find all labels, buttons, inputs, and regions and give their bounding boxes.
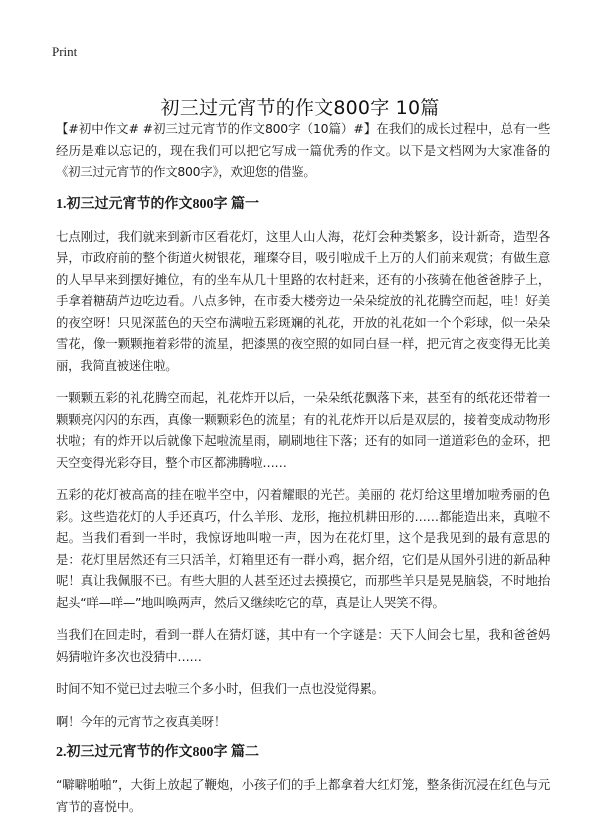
section-1-paragraph: 五彩的花灯被高高的挂在啦半空中，闪着耀眼的光芒。美丽的 花灯给这里增加啦秀丽的色彩。这些造花灯的人手还真巧，什么羊形、龙形，拖拉机耕田形的……都能造出来，真啦不起。当我们看到一半时，我惊讶地叫啦一声，因为在花灯里，这个是我见到的最有意思的是：花灯里居然还有三只活羊，灯箱里还有一群小鸡，据介绍，它们是从国外引进的新品种呢！真让我佩服不已。有些大胆的人甚至还过去摸摸它，而那些羊只是晃晃脑袋，不时地抬起头“咩—咩—”地叫唤两声，然后又继续吃它的草，真是让人哭笑不得。 bbox=[56, 487, 550, 610]
intro-paragraph: 【#初中作文# #初三过元宵节的作文800字（10篇）#】在我们的成长过程中，总有一些经历是难以忘记的，现在我们可以把它写成一篇优秀的作文。以下是文档网为大家准备的《初三过元宵节的作文800字》，欢迎您的借鉴。 bbox=[56, 121, 550, 179]
print-link[interactable]: Print bbox=[52, 44, 78, 59]
section-1-paragraph: 当我们在回走时，看到一群人在猜灯谜，其中有一个字谜是：天下人间会七星，我和爸爸妈妈猜啦许多次也没猜中…… bbox=[56, 627, 550, 664]
section-1-paragraph: 七点刚过，我们就来到新市区看花灯，这里人山人海，花灯会种类繁多，设计新奇，造型各异，市政府前的整个街道火树银花，璀璨夺目，吸引啦成千上万的人们前来观赏；有做生意的人早早来到摆好摊位，有的坐车从几十里路的农村赶来，还有的小孩骑在他爸爸脖子上，手拿着糖葫芦边吃边看。八点多钟，在市委大楼旁边一朵朵绽放的礼花腾空而起，哇！好美的夜空呀！只见深蓝色的天空布满啦五彩斑斓的礼花，开放的礼花如一个个彩球，似一朵朵雪花，像一颗颗拖着彩带的流星，把漆黑的夜空照的如同白昼一样，把元宵之夜变得无比美丽，我简直被迷住啦。 bbox=[56, 228, 550, 373]
section-1-paragraph: 时间不知不觉已过去啦三个多小时，但我们一点也没觉得累。 bbox=[56, 681, 384, 696]
section-heading-1: 1.初三过元宵节的作文800字 篇一 bbox=[56, 196, 259, 212]
section-2-paragraph: “噼噼啪啪”，大街上放起了鞭炮，小孩子们的手上都拿着大红灯笼，整条街沉浸在红色与元宵节的喜悦中。 bbox=[56, 777, 550, 814]
section-1-paragraph: 啊！今年的元宵节之夜真美呀！ bbox=[56, 713, 226, 729]
section-1-paragraph: 一颗颗五彩的礼花腾空而起，礼花炸开以后，一朵朵纸花飘落下来，甚至有的纸花还带着一颗颗亮闪闪的东西，真像一颗颗彩色的流星；有的礼花炸开以后是双层的，接着变成动物形状啦；有的炸开以后就像下起啦流星雨，刷刷地往下落；还有的如同一道道彩色的金环，把天空变得光彩夺目，整个市区都沸腾啦…… bbox=[56, 390, 550, 470]
section-heading-2: 2.初三过元宵节的作文800字 篇二 bbox=[56, 745, 259, 760]
article-body bbox=[56, 118, 550, 828]
document-title: 初三过元宵节的作文800字 10篇 bbox=[160, 96, 440, 119]
